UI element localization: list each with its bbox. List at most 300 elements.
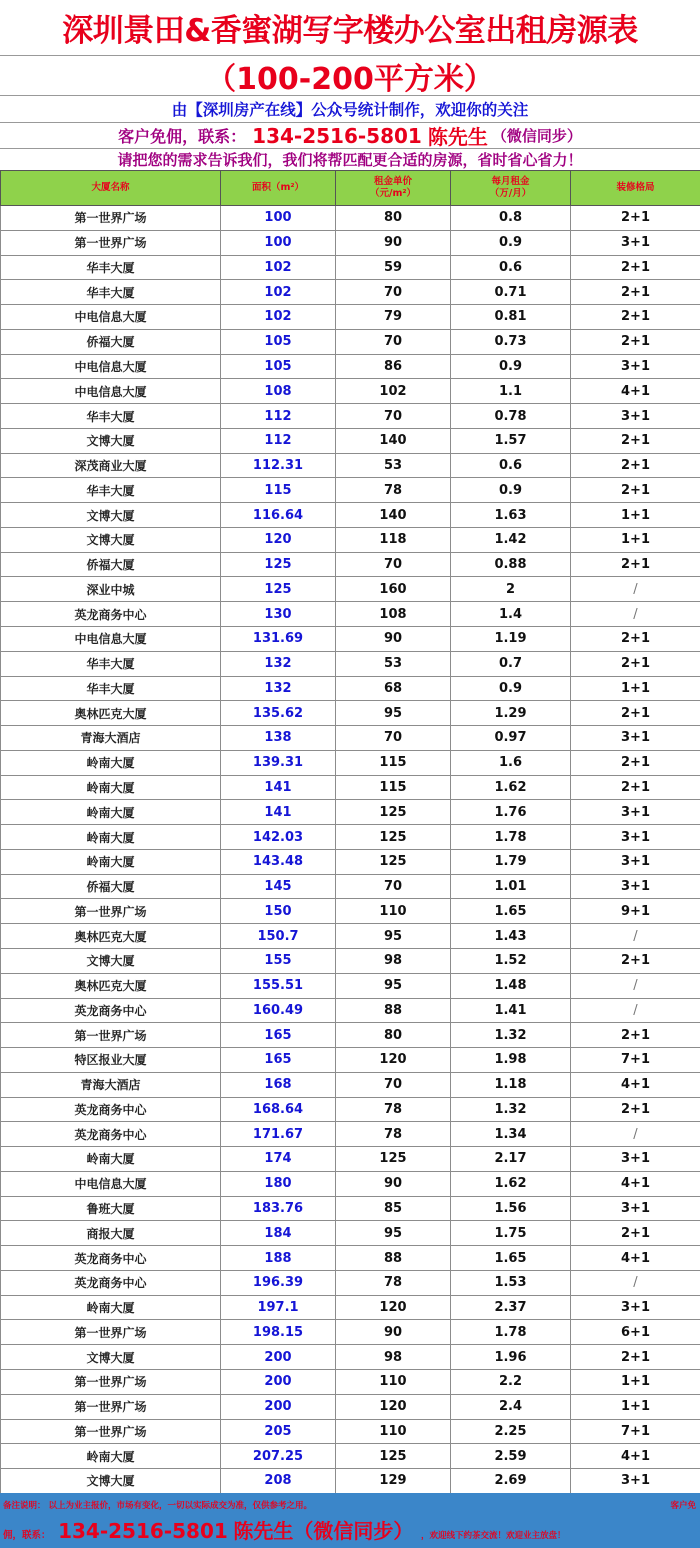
- building-name-cell: 第一世界广场: [1, 230, 221, 255]
- monthly-rent-cell: 1.19: [451, 627, 571, 652]
- unit-price-cell: 68: [336, 676, 451, 701]
- unit-price-cell: 59: [336, 255, 451, 280]
- unit-price-cell: 53: [336, 651, 451, 676]
- table-row: [1, 1320, 700, 1345]
- header-unit-price-line1: 租金单价: [373, 176, 412, 187]
- unit-price-cell: 70: [336, 874, 451, 899]
- layout-cell: /: [571, 577, 700, 602]
- building-name-cell: 商报大厦: [1, 1221, 221, 1246]
- unit-price-cell: 70: [336, 1072, 451, 1097]
- monthly-rent-cell: 0.9: [451, 354, 571, 379]
- contact-note: （微信同步）: [491, 127, 582, 145]
- table-row: [1, 726, 700, 751]
- layout-cell: 1+1: [571, 503, 700, 528]
- layout-cell: 2+1: [571, 651, 700, 676]
- building-name-cell: 英龙商务中心: [1, 998, 221, 1023]
- header-unit-price-line2: （元/m²）: [369, 188, 417, 199]
- table-row: [1, 305, 700, 330]
- header-monthly-rent-line1: 每月租金: [491, 176, 530, 187]
- table-row: [1, 849, 700, 874]
- layout-cell: /: [571, 602, 700, 627]
- layout-cell: 3+1: [571, 1196, 700, 1221]
- layout-cell: 2+1: [571, 948, 700, 973]
- layout-cell: 3+1: [571, 849, 700, 874]
- building-name-cell: 中电信息大厦: [1, 1171, 221, 1196]
- unit-price-cell: 110: [336, 1369, 451, 1394]
- building-name-cell: 岭南大厦: [1, 750, 221, 775]
- layout-cell: /: [571, 998, 700, 1023]
- building-name-cell: 岭南大厦: [1, 849, 221, 874]
- layout-cell: 2+1: [571, 1221, 700, 1246]
- header-monthly-rent-line2: （万/月）: [489, 188, 532, 199]
- monthly-rent-cell: 1.57: [451, 428, 571, 453]
- table-row: [1, 924, 700, 949]
- building-name-cell: 文博大厦: [1, 527, 221, 552]
- unit-price-cell: 90: [336, 1320, 451, 1345]
- contact-name: 陈先生: [427, 125, 488, 149]
- table-row: [1, 899, 700, 924]
- monthly-rent-cell: 1.65: [451, 1246, 571, 1271]
- area-cell: 150.7: [221, 924, 336, 949]
- area-cell: 198.15: [221, 1320, 336, 1345]
- area-cell: 142.03: [221, 825, 336, 850]
- area-cell: 105: [221, 354, 336, 379]
- table-row: [1, 1295, 700, 1320]
- area-cell: 168.64: [221, 1097, 336, 1122]
- building-name-cell: 岭南大厦: [1, 1444, 221, 1469]
- monthly-rent-cell: 0.78: [451, 404, 571, 429]
- layout-cell: 2+1: [571, 1345, 700, 1370]
- area-cell: 112: [221, 428, 336, 453]
- header-area: 面积（m²）: [221, 171, 336, 206]
- table-row: [1, 1196, 700, 1221]
- building-name-cell: 第一世界广场: [1, 1394, 221, 1419]
- table-row: [1, 948, 700, 973]
- area-cell: 125: [221, 552, 336, 577]
- listing-table: [0, 170, 700, 1494]
- table-row: [1, 1270, 700, 1295]
- monthly-rent-cell: 0.88: [451, 552, 571, 577]
- unit-price-cell: 95: [336, 1221, 451, 1246]
- monthly-rent-cell: 1.65: [451, 899, 571, 924]
- table-body: [1, 206, 700, 1494]
- contact-phone[interactable]: 134-2516-5801: [252, 123, 422, 148]
- layout-cell: 1+1: [571, 527, 700, 552]
- layout-cell: 2+1: [571, 750, 700, 775]
- table-row: [1, 478, 700, 503]
- table-row: [1, 627, 700, 652]
- area-cell: 180: [221, 1171, 336, 1196]
- table-row: [1, 1221, 700, 1246]
- layout-cell: 2+1: [571, 305, 700, 330]
- building-name-cell: 华丰大厦: [1, 651, 221, 676]
- table-row: [1, 577, 700, 602]
- area-cell: 155.51: [221, 973, 336, 998]
- table-row: [1, 404, 700, 429]
- building-name-cell: 第一世界广场: [1, 1369, 221, 1394]
- header-building-name: 大厦名称: [1, 171, 221, 206]
- layout-cell: 2+1: [571, 206, 700, 231]
- layout-cell: 2+1: [571, 329, 700, 354]
- monthly-rent-cell: 1.76: [451, 800, 571, 825]
- area-cell: 102: [221, 255, 336, 280]
- monthly-rent-cell: 1.56: [451, 1196, 571, 1221]
- monthly-rent-cell: 1.96: [451, 1345, 571, 1370]
- area-cell: 143.48: [221, 849, 336, 874]
- layout-cell: 2+1: [571, 1097, 700, 1122]
- table-row: [1, 651, 700, 676]
- area-cell: 200: [221, 1345, 336, 1370]
- unit-price-cell: 95: [336, 701, 451, 726]
- building-name-cell: 特区报业大厦: [1, 1048, 221, 1073]
- layout-cell: 3+1: [571, 726, 700, 751]
- area-cell: 125: [221, 577, 336, 602]
- footer-customer-prefix: 客户免: [670, 1501, 696, 1511]
- area-cell: 208: [221, 1469, 336, 1494]
- area-cell: 138: [221, 726, 336, 751]
- table-row: [1, 1171, 700, 1196]
- unit-price-cell: 70: [336, 404, 451, 429]
- monthly-rent-cell: 2.25: [451, 1419, 571, 1444]
- monthly-rent-cell: 1.62: [451, 775, 571, 800]
- area-cell: 130: [221, 602, 336, 627]
- area-cell: 155: [221, 948, 336, 973]
- unit-price-cell: 110: [336, 899, 451, 924]
- area-cell: 131.69: [221, 627, 336, 652]
- layout-cell: 2+1: [571, 701, 700, 726]
- table-row: [1, 280, 700, 305]
- footer-remark: 备注说明： 以上为业主报价，市场有变化，一切以实际成交为准，仅供参考之用。: [3, 1501, 312, 1511]
- area-cell: 132: [221, 651, 336, 676]
- monthly-rent-cell: 1.79: [451, 849, 571, 874]
- table-row: [1, 379, 700, 404]
- building-name-cell: 英龙商务中心: [1, 1122, 221, 1147]
- page-subtitle: （100-200平方米）: [0, 56, 700, 96]
- building-name-cell: 鲁班大厦: [1, 1196, 221, 1221]
- building-name-cell: 第一世界广场: [1, 206, 221, 231]
- building-name-cell: 侨福大厦: [1, 329, 221, 354]
- table-row: [1, 1444, 700, 1469]
- area-cell: 200: [221, 1394, 336, 1419]
- building-name-cell: 中电信息大厦: [1, 627, 221, 652]
- footer-tail: ，欢迎线下约茶交流！欢迎业主放盘！: [420, 1531, 566, 1541]
- area-cell: 188: [221, 1246, 336, 1271]
- producer-line: 由【深圳房产在线】公众号统计制作，欢迎你的关注: [0, 96, 700, 123]
- table-row: [1, 800, 700, 825]
- building-name-cell: 岭南大厦: [1, 775, 221, 800]
- monthly-rent-cell: 1.48: [451, 973, 571, 998]
- layout-cell: 6+1: [571, 1320, 700, 1345]
- unit-price-cell: 70: [336, 329, 451, 354]
- area-cell: 171.67: [221, 1122, 336, 1147]
- area-cell: 135.62: [221, 701, 336, 726]
- unit-price-cell: 90: [336, 1171, 451, 1196]
- unit-price-cell: 70: [336, 726, 451, 751]
- area-cell: 207.25: [221, 1444, 336, 1469]
- unit-price-cell: 70: [336, 280, 451, 305]
- unit-price-cell: 70: [336, 552, 451, 577]
- table-row: [1, 1097, 700, 1122]
- building-name-cell: 华丰大厦: [1, 280, 221, 305]
- monthly-rent-cell: 1.43: [451, 924, 571, 949]
- unit-price-cell: 78: [336, 1097, 451, 1122]
- footer-contact-prefix: 佣，联系：: [3, 1530, 51, 1541]
- monthly-rent-cell: 1.32: [451, 1023, 571, 1048]
- unit-price-cell: 78: [336, 1270, 451, 1295]
- area-cell: 150: [221, 899, 336, 924]
- layout-cell: 3+1: [571, 1295, 700, 1320]
- unit-price-cell: 98: [336, 948, 451, 973]
- monthly-rent-cell: 1.78: [451, 825, 571, 850]
- layout-cell: 2+1: [571, 552, 700, 577]
- monthly-rent-cell: 1.32: [451, 1097, 571, 1122]
- layout-cell: 1+1: [571, 1369, 700, 1394]
- building-name-cell: 岭南大厦: [1, 1295, 221, 1320]
- building-name-cell: 奥林匹克大厦: [1, 924, 221, 949]
- monthly-rent-cell: 1.41: [451, 998, 571, 1023]
- table-row: [1, 503, 700, 528]
- area-cell: 102: [221, 305, 336, 330]
- table-row: [1, 552, 700, 577]
- table-row: [1, 206, 700, 231]
- unit-price-cell: 98: [336, 1345, 451, 1370]
- monthly-rent-cell: 1.52: [451, 948, 571, 973]
- monthly-rent-cell: 0.8: [451, 206, 571, 231]
- area-cell: 100: [221, 230, 336, 255]
- monthly-rent-cell: 1.63: [451, 503, 571, 528]
- monthly-rent-cell: 0.9: [451, 230, 571, 255]
- unit-price-cell: 115: [336, 750, 451, 775]
- monthly-rent-cell: 1.34: [451, 1122, 571, 1147]
- area-cell: 116.64: [221, 503, 336, 528]
- layout-cell: 4+1: [571, 1171, 700, 1196]
- layout-cell: 3+1: [571, 230, 700, 255]
- unit-price-cell: 120: [336, 1295, 451, 1320]
- building-name-cell: 第一世界广场: [1, 1320, 221, 1345]
- area-cell: 205: [221, 1419, 336, 1444]
- unit-price-cell: 78: [336, 478, 451, 503]
- building-name-cell: 文博大厦: [1, 948, 221, 973]
- unit-price-cell: 125: [336, 800, 451, 825]
- unit-price-cell: 86: [336, 354, 451, 379]
- area-cell: 120: [221, 527, 336, 552]
- monthly-rent-cell: 1.4: [451, 602, 571, 627]
- monthly-rent-cell: 2.4: [451, 1394, 571, 1419]
- building-name-cell: 奥林匹克大厦: [1, 701, 221, 726]
- building-name-cell: 第一世界广场: [1, 899, 221, 924]
- area-cell: 141: [221, 775, 336, 800]
- building-name-cell: 英龙商务中心: [1, 602, 221, 627]
- table-row: [1, 775, 700, 800]
- monthly-rent-cell: 0.81: [451, 305, 571, 330]
- layout-cell: 3+1: [571, 1147, 700, 1172]
- unit-price-cell: 95: [336, 973, 451, 998]
- layout-cell: 2+1: [571, 255, 700, 280]
- monthly-rent-cell: 1.18: [451, 1072, 571, 1097]
- building-name-cell: 文博大厦: [1, 1345, 221, 1370]
- building-name-cell: 岭南大厦: [1, 800, 221, 825]
- layout-cell: 9+1: [571, 899, 700, 924]
- table-row: [1, 750, 700, 775]
- building-name-cell: 深茂商业大厦: [1, 453, 221, 478]
- monthly-rent-cell: 0.71: [451, 280, 571, 305]
- monthly-rent-cell: 1.75: [451, 1221, 571, 1246]
- monthly-rent-cell: 1.98: [451, 1048, 571, 1073]
- layout-cell: 1+1: [571, 676, 700, 701]
- header-unit-price: [336, 171, 451, 206]
- contact-prefix: 客户免佣，联系：: [118, 127, 247, 146]
- unit-price-cell: 140: [336, 503, 451, 528]
- unit-price-cell: 80: [336, 206, 451, 231]
- unit-price-cell: 125: [336, 825, 451, 850]
- unit-price-cell: 125: [336, 1147, 451, 1172]
- monthly-rent-cell: 1.53: [451, 1270, 571, 1295]
- table-row: [1, 1419, 700, 1444]
- unit-price-cell: 85: [336, 1196, 451, 1221]
- area-cell: 160.49: [221, 998, 336, 1023]
- area-cell: 168: [221, 1072, 336, 1097]
- unit-price-cell: 110: [336, 1419, 451, 1444]
- area-cell: 184: [221, 1221, 336, 1246]
- building-name-cell: 青海大酒店: [1, 726, 221, 751]
- layout-cell: 2+1: [571, 428, 700, 453]
- table-row: [1, 1147, 700, 1172]
- layout-cell: 4+1: [571, 1246, 700, 1271]
- unit-price-cell: 120: [336, 1048, 451, 1073]
- layout-cell: 4+1: [571, 379, 700, 404]
- building-name-cell: 岭南大厦: [1, 1147, 221, 1172]
- building-name-cell: 英龙商务中心: [1, 1270, 221, 1295]
- footer-phone[interactable]: 134-2516-5801: [58, 1519, 228, 1543]
- table-row: [1, 1048, 700, 1073]
- area-cell: 132: [221, 676, 336, 701]
- unit-price-cell: 140: [336, 428, 451, 453]
- layout-cell: 2+1: [571, 1023, 700, 1048]
- monthly-rent-cell: 0.97: [451, 726, 571, 751]
- unit-price-cell: 79: [336, 305, 451, 330]
- layout-cell: 3+1: [571, 874, 700, 899]
- monthly-rent-cell: 1.01: [451, 874, 571, 899]
- table-row: [1, 973, 700, 998]
- layout-cell: 2+1: [571, 280, 700, 305]
- monthly-rent-cell: 1.6: [451, 750, 571, 775]
- unit-price-cell: 80: [336, 1023, 451, 1048]
- layout-cell: 4+1: [571, 1072, 700, 1097]
- layout-cell: 2+1: [571, 775, 700, 800]
- building-name-cell: 第一世界广场: [1, 1419, 221, 1444]
- table-row: [1, 527, 700, 552]
- building-name-cell: 华丰大厦: [1, 478, 221, 503]
- table-row: [1, 874, 700, 899]
- layout-cell: 7+1: [571, 1048, 700, 1073]
- building-name-cell: 文博大厦: [1, 428, 221, 453]
- layout-cell: /: [571, 1270, 700, 1295]
- area-cell: 115: [221, 478, 336, 503]
- layout-cell: /: [571, 1122, 700, 1147]
- header-monthly-rent: [451, 171, 571, 206]
- building-name-cell: 深业中城: [1, 577, 221, 602]
- footer-remark-line: [3, 1499, 696, 1511]
- monthly-rent-cell: 2.59: [451, 1444, 571, 1469]
- area-cell: 108: [221, 379, 336, 404]
- building-name-cell: 中电信息大厦: [1, 354, 221, 379]
- building-name-cell: 中电信息大厦: [1, 379, 221, 404]
- layout-cell: 3+1: [571, 1469, 700, 1494]
- building-name-cell: 侨福大厦: [1, 552, 221, 577]
- footer-contact-name: 陈先生（微信同步）: [233, 1519, 414, 1543]
- monthly-rent-cell: 1.78: [451, 1320, 571, 1345]
- unit-price-cell: 90: [336, 627, 451, 652]
- area-cell: 105: [221, 329, 336, 354]
- area-cell: 183.76: [221, 1196, 336, 1221]
- table-header-row: [1, 171, 700, 206]
- building-name-cell: 岭南大厦: [1, 825, 221, 850]
- unit-price-cell: 160: [336, 577, 451, 602]
- monthly-rent-cell: 2: [451, 577, 571, 602]
- building-name-cell: 侨福大厦: [1, 874, 221, 899]
- unit-price-cell: 108: [336, 602, 451, 627]
- footer-contact-line: [3, 1515, 565, 1544]
- layout-cell: 2+1: [571, 478, 700, 503]
- table-row: [1, 354, 700, 379]
- building-name-cell: 英龙商务中心: [1, 1097, 221, 1122]
- monthly-rent-cell: 0.9: [451, 478, 571, 503]
- building-name-cell: 中电信息大厦: [1, 305, 221, 330]
- monthly-rent-cell: 1.62: [451, 1171, 571, 1196]
- building-name-cell: 华丰大厦: [1, 676, 221, 701]
- table-row: [1, 1246, 700, 1271]
- layout-cell: 3+1: [571, 800, 700, 825]
- unit-price-cell: 90: [336, 230, 451, 255]
- unit-price-cell: 88: [336, 1246, 451, 1271]
- building-name-cell: 奥林匹克大厦: [1, 973, 221, 998]
- header-layout: 装修格局: [571, 171, 700, 206]
- table-row: [1, 701, 700, 726]
- unit-price-cell: 102: [336, 379, 451, 404]
- monthly-rent-cell: 0.73: [451, 329, 571, 354]
- request-line: 请把您的需求告诉我们，我们将帮匹配更合适的房源，省时省心省力！: [117, 151, 583, 169]
- layout-cell: 7+1: [571, 1419, 700, 1444]
- footer-banner: [0, 1493, 700, 1548]
- building-name-cell: 华丰大厦: [1, 404, 221, 429]
- table-row: [1, 255, 700, 280]
- area-cell: 141: [221, 800, 336, 825]
- layout-cell: 4+1: [571, 1444, 700, 1469]
- area-cell: 200: [221, 1369, 336, 1394]
- area-cell: 165: [221, 1048, 336, 1073]
- area-cell: 102: [221, 280, 336, 305]
- area-cell: 197.1: [221, 1295, 336, 1320]
- building-name-cell: 华丰大厦: [1, 255, 221, 280]
- monthly-rent-cell: 0.6: [451, 255, 571, 280]
- monthly-rent-cell: 0.7: [451, 651, 571, 676]
- monthly-rent-cell: 2.37: [451, 1295, 571, 1320]
- layout-cell: /: [571, 924, 700, 949]
- table-row: [1, 998, 700, 1023]
- unit-price-cell: 78: [336, 1122, 451, 1147]
- table-row: [1, 602, 700, 627]
- layout-cell: 1+1: [571, 1394, 700, 1419]
- area-cell: 165: [221, 1023, 336, 1048]
- monthly-rent-cell: 2.2: [451, 1369, 571, 1394]
- table-row: [1, 1072, 700, 1097]
- unit-price-cell: 120: [336, 1394, 451, 1419]
- table-row: [1, 428, 700, 453]
- area-cell: 196.39: [221, 1270, 336, 1295]
- table-row: [1, 676, 700, 701]
- building-name-cell: 文博大厦: [1, 1469, 221, 1494]
- monthly-rent-cell: 0.6: [451, 453, 571, 478]
